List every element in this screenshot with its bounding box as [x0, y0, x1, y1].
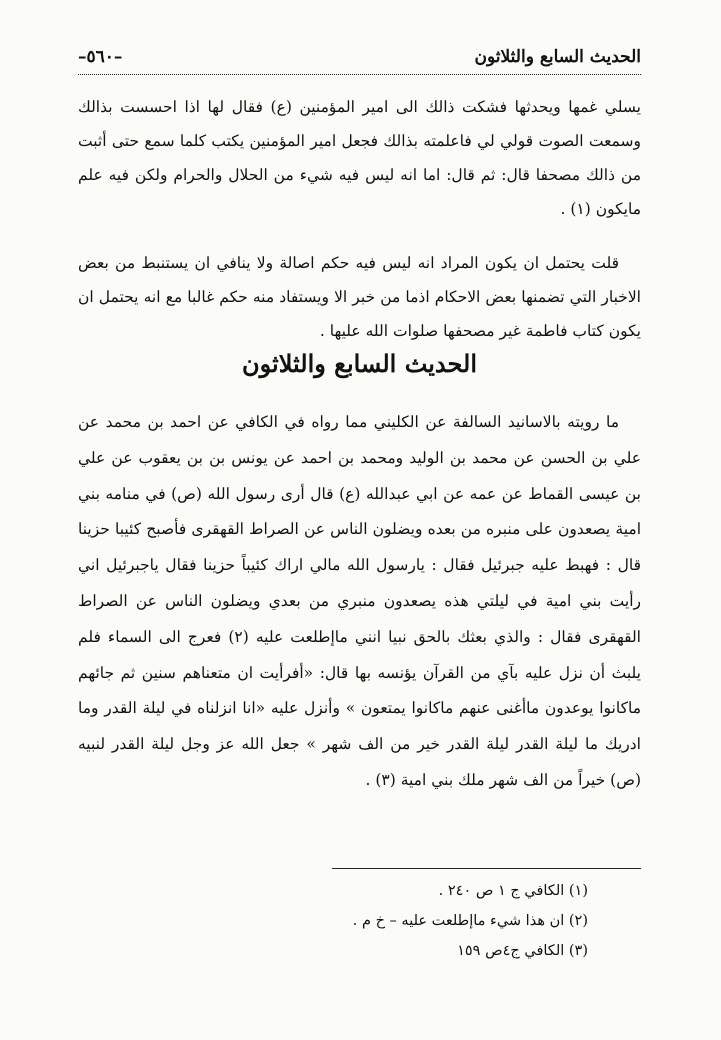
section-heading: الحديث السابع والثلاثون: [241, 349, 478, 378]
page-number: –٥٦٠–: [78, 47, 123, 67]
running-title: الحديث السابع والثلاثون: [474, 47, 641, 67]
footnote-2: (٢) ان هذا شيء ماإطلعت عليه – خ م .: [352, 913, 588, 929]
hadith-paragraph: [78, 405, 641, 799]
footnote-3: (٣) الكافي ج٤ص ١٥٩: [457, 943, 588, 959]
footnotes: [78, 876, 588, 966]
commentary-paragraph: [78, 246, 641, 348]
paragraph-1: يسلي غمها ويحدثها فشكت ذالك الى امير المؤمنين (ع) فقال لها اذا احسست بذالك وسمعت الصوت قولي لي فاعلمته بذالك فجعل امير المؤمنين يكتب كلما سمع حتى أثبت من ذالك مصحفا قال: ثم قال: اما انه ليس فيه شيء من الحلال والحرام ولكن فيه علم مايكون (١) .: [78, 98, 641, 218]
paragraph-continuation: [78, 90, 641, 226]
footnote-divider: [332, 868, 641, 869]
paragraph-3: ما رويته بالاسانيد السالفة عن الكليني مما رواه في الكافي عن احمد بن محمد عن علي بن الحسن عن محمد بن الوليد ومحمد بن احمد عن يونس بن بن يعقوب عن علي بن عيسى القماط عن عمه عن ابي عبدالله (ع) قال أرى رسول الله (ص) في منامه بني امية يصعدون على منبره من بعده ويضلون الناس عن الصراط القهقرى فأصبح كئيبا حزينا قال : فهبط عليه جبرئيل فقال : يارسول الله مالي اراك كئيباً حزينا فقال ياجبرئيل اني رأيت بني امية في ليلتي هذه يصعدون منبري من بعدي ويضلون الناس عن الصراط القهقرى فقال : والذي بعثك بالحق نبيا انني ماإطلعت عليه (٢) فعرج الى السماء فلم يلبث أن نزل عليه بآي من القرآن يؤنسه بها قال: «أفرأيت ان متعناهم سنين ثم جائهم ماكانوا يوعدون ماأغنى عنهم ماكانوا يمتعون » وأنزل عليه «انا انزلناه في ليلة القدر وما ادريك ما ليلة القدر ليلة القدر خير من الف شهر » جعل الله عز وجل ليلة القدر لنبيه (ص) خيراً من الف شهر ملك بني امية (٣) .: [78, 413, 641, 789]
paragraph-2: قلت يحتمل ان يكون المراد انه ليس فيه حكم اصالة ولا ينافي ان يستنبط من بعض الاخبار التي تضمنها بعض الاحكام اذما من خبر الا ويستفاد منه حكم غالبا مع انه يحتمل ان يكون كتاب فاطمة غير مصحفها صلوات الله عليها .: [78, 254, 641, 340]
page-header: [78, 44, 641, 75]
footnote-1: (١) الكافي ج ١ ص ٢٤٠ .: [438, 883, 588, 899]
